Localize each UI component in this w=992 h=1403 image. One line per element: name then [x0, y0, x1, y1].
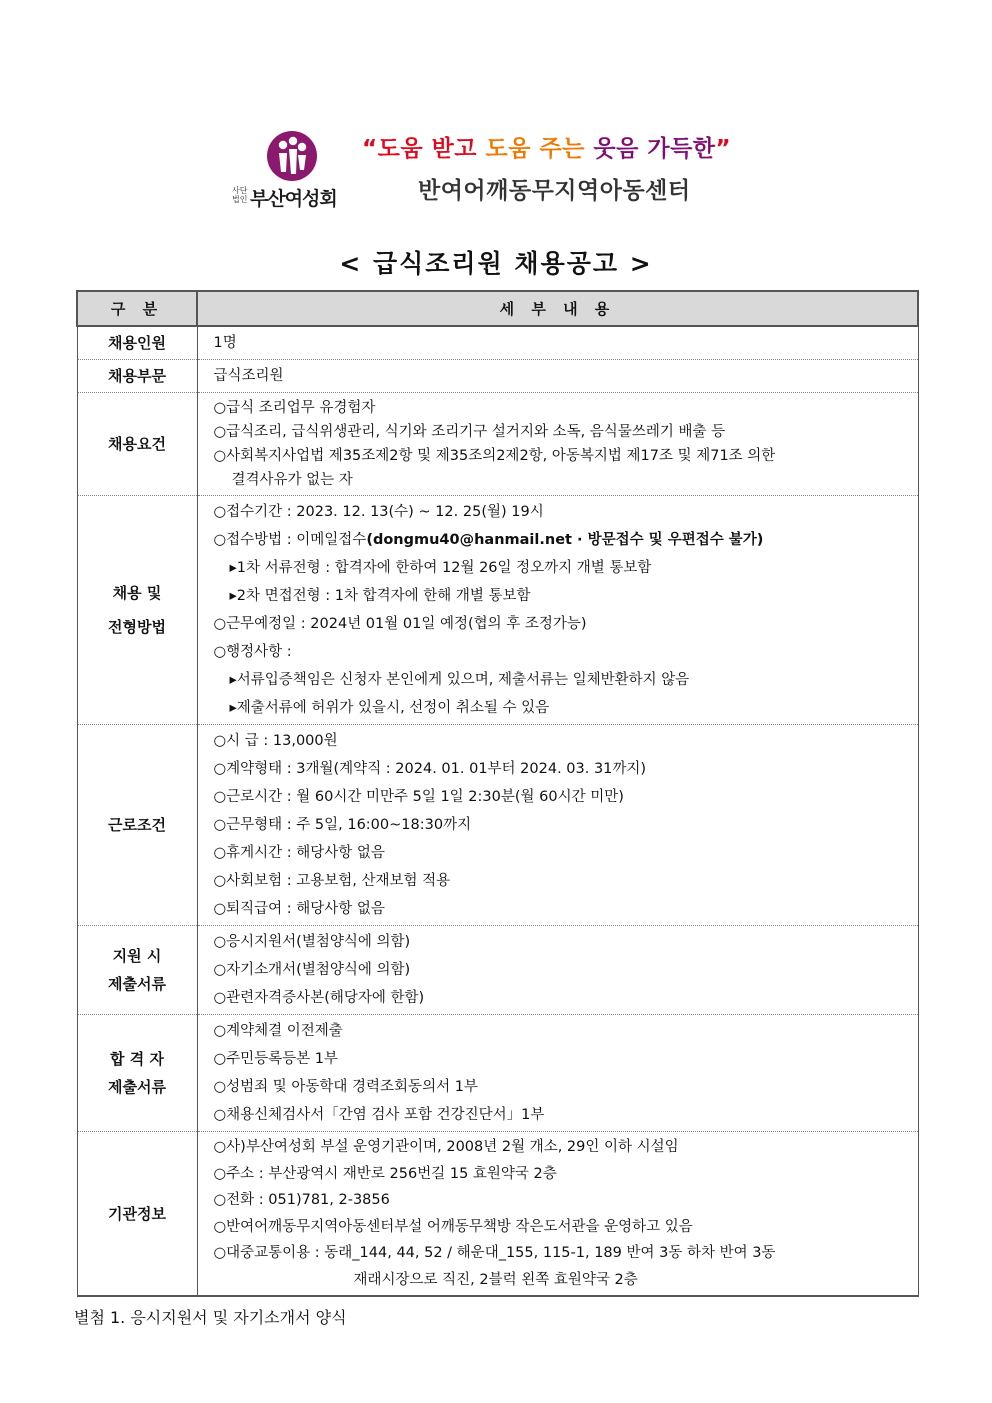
detail-line: 결격사유가 없는 자: [231, 472, 353, 488]
row-detail: [197, 360, 918, 393]
detail-line: ○접수기간 : 2023. 12. 13(수) ~ 12. 25(월) 19시: [213, 504, 544, 520]
detail-line: ○사)부산여성회 부설 운영기관이며, 2008년 2월 개소, 29인 이하 시설임: [213, 1139, 679, 1155]
detail-line: ○주민등록등본 1부: [213, 1051, 339, 1067]
detail-line: ○대중교통이용 : 동래_144, 44, 52 / 해운대_155, 115-1, 189 반여 3동 하차 반여 3동: [213, 1245, 776, 1261]
table-row-department: [77, 360, 918, 393]
row-detail: [197, 926, 918, 1015]
logo-name: 부산여성회: [250, 188, 337, 210]
category-line: 전형방법: [108, 618, 166, 636]
slogan-part: 도움 주는: [485, 136, 594, 162]
detail-line: ▸2차 면접전형 : 1차 합격자에 한해 개별 통보함: [229, 588, 531, 604]
detail-line: 급식조리원: [213, 368, 284, 384]
detail-line: ○시 급 : 13,000원: [213, 733, 338, 749]
table-row-pass-docs: [77, 1015, 918, 1132]
row-detail: [197, 393, 918, 496]
page-title: < 급식조리원 채용공고 >: [339, 249, 653, 278]
detail-line: ○퇴직급여 : 해당사항 없음: [213, 901, 385, 917]
header-category: 구 분: [77, 291, 197, 326]
detail-line: ○성범죄 및 아동학대 경력조회동의서 1부: [213, 1079, 478, 1095]
slogan-part: ”: [715, 136, 732, 162]
attachment-note: 별첨 1. 응시지원서 및 자기소개서 양식: [74, 1308, 347, 1327]
row-category: [77, 1015, 197, 1132]
category-line: 제출서류: [108, 975, 166, 993]
table-row-org-info: [77, 1132, 918, 1297]
detail-line: ○관련자격증사본(해당자에 한함): [213, 990, 425, 1006]
detail-line: ○채용신체검사서「간염 검사 포함 건강진단서」1부: [213, 1107, 545, 1123]
row-detail: [197, 1015, 918, 1132]
detail-line: ○근로시간 : 월 60시간 미만주 5일 1일 2:30분(월 60시간 미만): [213, 789, 624, 805]
detail-line: 재래시장으로 직진, 2블럭 왼쪽 효원약국 2층: [353, 1271, 638, 1288]
detail-line: [214, 526, 910, 554]
row-category: 채용부문: [77, 360, 197, 393]
table-row-apply-docs: [77, 926, 918, 1015]
detail-line: ○계약체결 이전제출: [213, 1023, 343, 1039]
category-line: 채용 및: [112, 584, 162, 602]
row-category: 근로조건: [77, 725, 197, 926]
table-row-requirements: [77, 393, 918, 496]
header-detail: 세 부 내 용: [197, 291, 918, 326]
row-detail: [197, 725, 918, 926]
detail-line: ○자기소개서(별첨양식에 의함): [213, 962, 411, 978]
detail-line: ○전화 : 051)781, 2-3856: [213, 1192, 390, 1208]
row-category: [77, 496, 197, 725]
row-category: 채용인원: [77, 326, 197, 360]
category-line: 지원 시: [112, 947, 162, 965]
slogan: [362, 130, 731, 163]
recruitment-table: [76, 290, 919, 1297]
category-line: 합 격 자: [110, 1050, 164, 1068]
detail-line: ○급식 조리업무 유경험자: [213, 400, 376, 416]
detail-line: ○사회복지사업법 제35조제2항 및 제35조의2제2항, 아동복지법 제17조 및 제71조 의한: [213, 448, 776, 464]
org-title: 반여어깨동무지역아동센터: [418, 178, 691, 204]
header: [0, 120, 992, 220]
slogan-part: “도움 받고: [362, 136, 486, 162]
detail-line: ○주소 : 부산광역시 재반로 256번길 15 효원약국 2층: [213, 1165, 557, 1182]
row-detail: [197, 1132, 918, 1297]
method-email: (dongmu40@hanmail.net · 방문접수 및 우편접수 불가): [366, 532, 764, 548]
slogan-part: 웃음 가득한: [593, 136, 716, 162]
detail-line: 1명: [213, 335, 237, 351]
detail-line: ○반여어깨동무지역아동센터부설 어깨동무책방 작은도서관을 운영하고 있음: [213, 1218, 693, 1235]
detail-line: ○사회보험 : 고용보험, 산재보험 적용: [213, 873, 451, 889]
detail-line: ○근무예정일 : 2024년 01월 01일 예정(협의 후 조정가능): [213, 616, 587, 632]
logo-small-text: 사단법인: [232, 186, 248, 204]
table-row-headcount: [77, 326, 918, 360]
org-logo: [232, 130, 350, 220]
category-line: 제출서류: [108, 1078, 166, 1096]
row-detail: [197, 496, 918, 725]
detail-line: ▸서류입증책임은 신청자 본인에게 있으며, 제출서류는 일체반환하지 않음: [229, 672, 690, 688]
detail-line: ○근무형태 : 주 5일, 16:00~18:30까지: [213, 817, 472, 833]
method-prefix: ○접수방법 : 이메일접수: [213, 532, 367, 548]
detail-line: ○응시지원서(별첨양식에 의함): [213, 934, 411, 950]
detail-line: ▸제출서류에 허위가 있을시, 선정이 취소될 수 있음: [229, 700, 550, 716]
detail-line: ○급식조리, 급식위생관리, 식기와 조리기구 설거지와 소독, 음식물쓰레기 배출 등: [213, 424, 726, 440]
women-association-logo-icon: [266, 130, 318, 182]
detail-line: ○계약형태 : 3개월(계약직 : 2024. 01. 01부터 2024. 03. 31까지): [213, 761, 647, 777]
table-row-conditions: [77, 725, 918, 926]
table-row-process: [77, 496, 918, 725]
detail-line: ○휴게시간 : 해당사항 없음: [213, 845, 385, 861]
row-category: 기관정보: [77, 1132, 197, 1297]
detail-line: ▸1차 서류전형 : 합격자에 한하여 12월 26일 정오까지 개별 통보함: [229, 560, 652, 576]
table-header-row: [77, 291, 918, 326]
row-detail: [197, 326, 918, 360]
row-category: [77, 926, 197, 1015]
detail-line: ○행정사항 :: [213, 644, 292, 660]
row-category: 채용요건: [77, 393, 197, 496]
